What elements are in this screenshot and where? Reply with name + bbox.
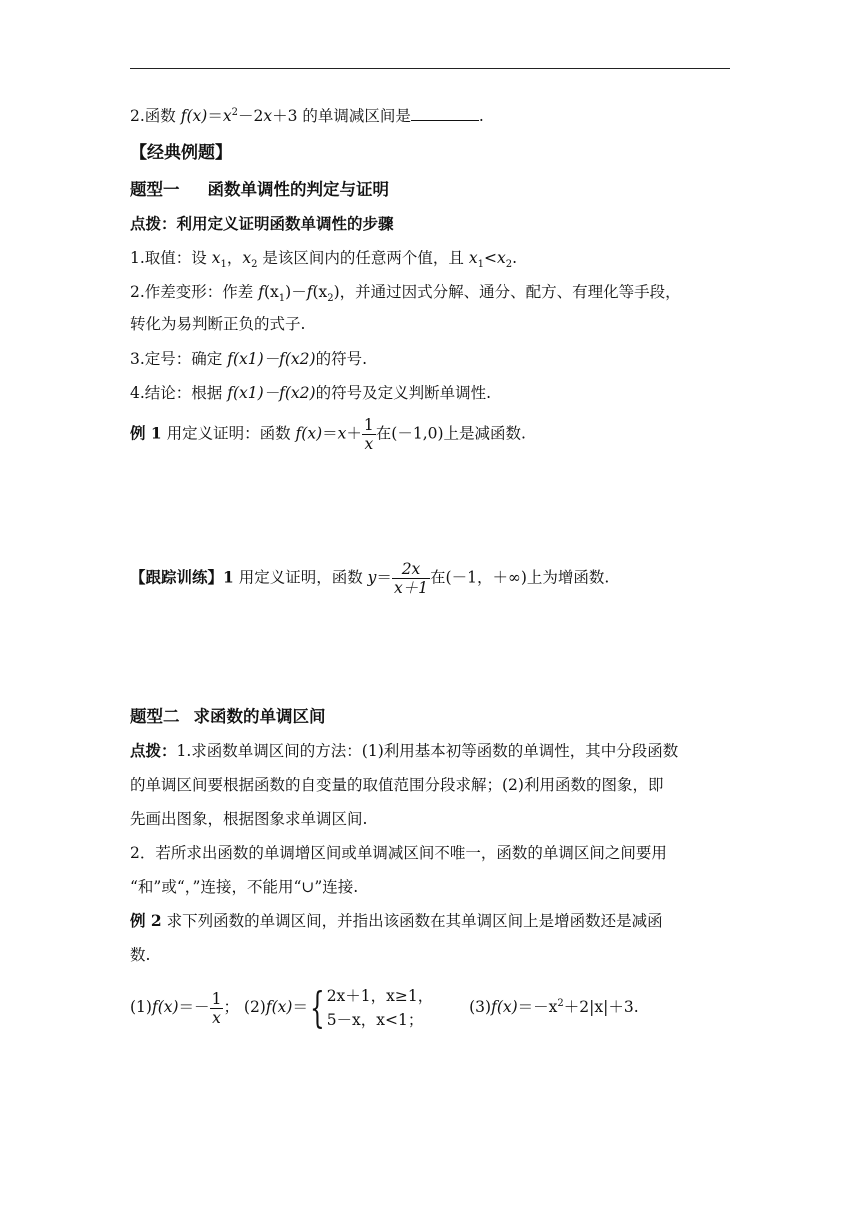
tip-2-line-2: 的单调区间要根据函数的自变量的取值范围分段求解；(2)利用函数的图象，即: [130, 776, 664, 794]
fraction: $\frac{1}{x}$: [363, 416, 374, 453]
step-2: 2.作差变形：作差 $f(x_1)-f(x_2)$，并通过因式分解、通分、配方、有理化等手段，: [130, 283, 681, 305]
question-2: 2.函数 $f(x)=x^2-2x+3$ 的单调减区间是 .: [130, 106, 484, 125]
fraction: $\frac{2x}{x+1}$: [393, 560, 429, 597]
step-3: 3.定号：确定 f(x1)－f(x2)的符号.: [130, 350, 368, 368]
fraction: $\frac{1}{x}$: [211, 989, 222, 1027]
step-2-continued: 转化为易判断正负的式子.: [130, 315, 306, 333]
tip-2b-line-1: 2．若所求出函数的单调增区间或单调减区间不唯一，函数的单调区间之间要用: [130, 844, 667, 862]
step-1: 1.取值：设 $x_1$，$x_2$ 是该区间内的任意两个值，且 $x_1<x_2$.: [130, 249, 518, 271]
example-2-line-2: 数.: [130, 946, 151, 964]
example-1: 例 1 用定义证明：函数 f(x)＝x＋ $\frac{1}{x}$ 在(－1,0)上是减函数.: [130, 416, 526, 453]
example-2-line-1: 例 2 求下列函数的单调区间，并指出该函数在其单调区间上是增函数还是减函: [130, 911, 663, 930]
tracking-exercise: 【跟踪训练】1 用定义证明，函数 y＝ $\frac{2x}{x+1}$ 在(－1，＋∞)上为增函数.: [130, 560, 610, 597]
left-brace: {: [309, 983, 325, 1032]
tip-2-line-1: 点拨：1.求函数单调区间的方法：(1)利用基本初等函数的单调性，其中分段函数: [130, 741, 679, 760]
answer-blank: [411, 107, 479, 121]
tip-1: 点拨：利用定义证明函数单调性的步骤: [130, 214, 394, 233]
type-2-heading: 题型二 求函数的单调区间: [130, 707, 326, 726]
header-rule: [130, 68, 730, 69]
piecewise-cases: 2x＋1，x≥1， 5－x，x<1；: [326, 987, 434, 1029]
step-4: 4.结论：根据 f(x1)－f(x2)的符号及定义判断单调性.: [130, 384, 492, 402]
tip-2-line-3: 先画出图象，根据图象求单调区间.: [130, 810, 368, 828]
tip-2b-line-2: “和”或“，”连接，不能用“∪”连接.: [130, 878, 359, 896]
example-2-parts: (1)f(x)＝－ $\frac{1}{x}$ ； (2)f(x)＝{ 2x＋1，x≥1， 5－x，x<1； $(3)f(x)=-x^2+2|x|+3$.: [130, 983, 639, 1032]
section-title: 【经典例题】: [130, 143, 232, 163]
type-1-heading: 题型一 函数单调性的判定与证明: [130, 180, 389, 199]
